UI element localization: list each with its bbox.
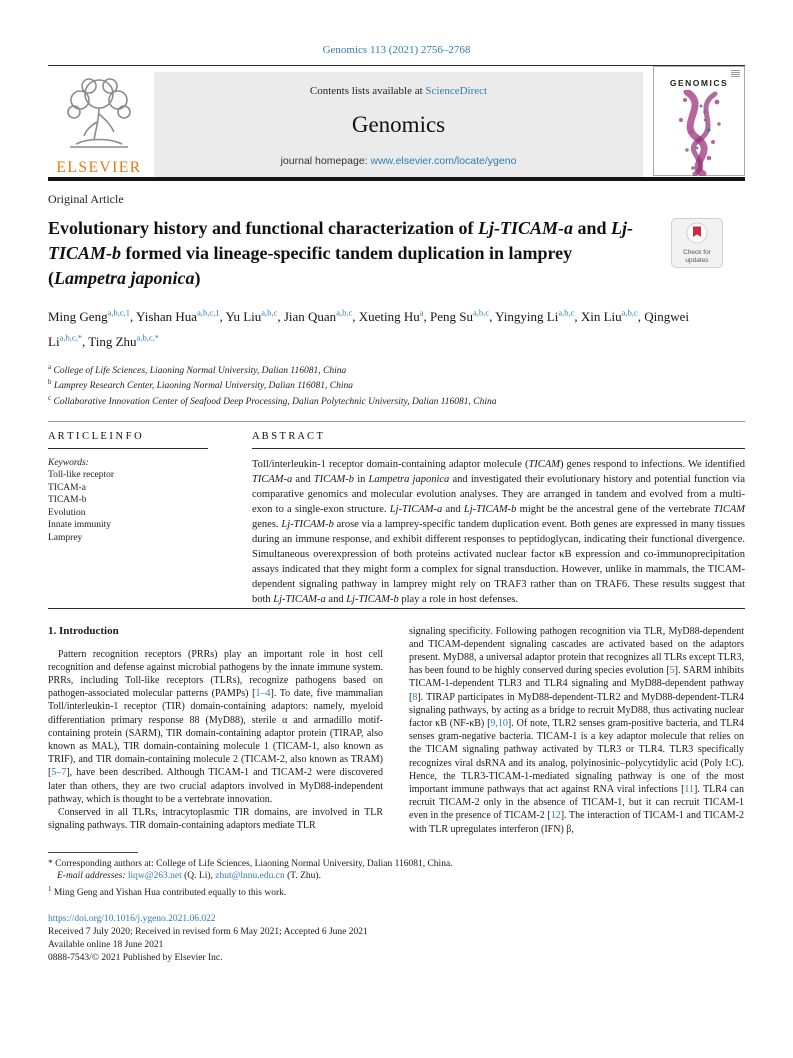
reference-link[interactable]: 8 <box>412 691 418 703</box>
article-body <box>48 625 745 836</box>
text-segment: Lj-TICAM-a <box>273 593 326 605</box>
text-segment: TICAM-a <box>252 473 293 485</box>
keyword: Evolution <box>48 507 86 518</box>
text-segment: ]. The interaction of TICAM-1 and TICAM-2 with TLR upregulates interferon (IFN) β, <box>409 810 744 835</box>
email-link-zhut[interactable]: zhut@lnnu.edu.cn <box>215 871 285 882</box>
footnote-rule <box>48 852 138 853</box>
article-title <box>48 216 653 291</box>
text-segment: genes. <box>252 518 282 530</box>
meta-bottom-rule <box>48 608 745 609</box>
text-segment: Lj-TICAM-b <box>48 218 634 263</box>
footnote-1-marker: 1 <box>48 884 52 893</box>
cover-masthead: GENOMICS <box>669 78 729 88</box>
article-info-heading: A R T I C L E I N F O <box>48 430 142 442</box>
text-segment: ) <box>194 268 201 288</box>
reference-link[interactable]: 5 <box>669 665 675 677</box>
text-segment: ) genes respond to infections. We identified <box>559 458 746 470</box>
section-heading-introduction: 1. Introduction <box>48 624 119 637</box>
text-segment: formed via lineage-specific tandem duplication in lamprey ( <box>48 243 573 288</box>
text-segment: Lampetra japonica <box>368 473 450 485</box>
email-addresses-note: E-mail addresses: liqw@263.net (Q. Li), zhut@lnnu.edu.cn (T. Zhu). <box>57 871 321 882</box>
crossmark-icon <box>686 222 708 244</box>
reference-link[interactable]: 5–7 <box>51 767 67 779</box>
sciencedirect-link[interactable]: ScienceDirect <box>425 85 488 97</box>
author: Yingying Li$^{a,b,c}$, <box>495 308 581 325</box>
affiliation-list <box>48 362 745 409</box>
keywords-label: Keywords: <box>48 457 89 468</box>
check-for-updates-badge[interactable] <box>671 218 723 268</box>
text-segment: arose via a lamprey-specific tandem duplication event. Both genes are expressed in many tissues during an immune response, and exhibit different responses to peptidoglycan, indicating their functional divergence. Simultaneous overexpression of both proteins activated nuclear factor κB expression and co-immunoprecipitation assays indicated that they might form a complex for signal transduction. However, unlike in mammals, the TICAM-dependent signaling pathway in lamprey might rely on TRAF3 rather than on TRAF6. These results suggest that both <box>252 518 745 605</box>
doi-link[interactable]: https://doi.org/10.1016/j.ygeno.2021.06.022 <box>48 913 216 924</box>
keyword: Toll-like receptor <box>48 470 115 481</box>
text-segment: and investigated their evolutionary history and potential function via comparative genomics and molecular evolution analyses. They are arranged in tandem and evolved from a multi-exon to a single-exon structure. <box>252 473 745 515</box>
journal-cover-thumbnail[interactable] <box>653 66 745 176</box>
keyword: Lamprey <box>48 532 83 543</box>
right-column <box>409 625 744 836</box>
text-segment: and <box>325 593 347 605</box>
abstract-column <box>252 431 745 608</box>
footnotes <box>48 852 745 900</box>
text-segment: Lj-TICAM-b <box>346 593 399 605</box>
homepage-label: journal homepage: <box>280 155 371 167</box>
left-column <box>48 625 383 836</box>
elsevier-tree-icon <box>56 74 142 152</box>
journal-banner <box>154 72 643 177</box>
affiliation: $^a$ College of Life Sciences, Liaoning Normal University, Dalian 116081, China <box>48 362 347 376</box>
text-segment: Lj-TICAM-b <box>463 503 517 515</box>
reference-link[interactable]: 12 <box>550 810 561 822</box>
reference-link[interactable]: 1–4 <box>255 688 271 700</box>
text-segment: Lj-TICAM-b <box>281 518 334 530</box>
author: Peng Su$^{a,b,c}$, <box>430 308 496 325</box>
article-type-label: Original Article <box>48 192 124 206</box>
text-segment: Lampetra japonica <box>54 268 195 288</box>
journal-header <box>48 72 745 177</box>
badge-line2: updates <box>685 256 709 264</box>
text-segment: signaling specificity. Following pathogen recognition via TLR, MyD88-dependent and TICAM-dependent signaling cascades are activated based on the adaptors present. MyD88, a universal adaptor protein that recognizes all TLRs except TLR3, has been found to be highly conserved during species evolution [ <box>409 625 744 677</box>
text-segment: TICAM <box>713 503 745 515</box>
intro-paragraph-continued <box>409 625 744 836</box>
author: Ting Zhu$^{a,b,c,*}$ <box>88 332 159 349</box>
affiliation: $^b$ Lamprey Research Center, Liaoning Normal University, Dalian 116081, China <box>48 378 354 392</box>
header-top-rule <box>48 65 745 66</box>
corresponding-author-note: * Corresponding authors at: College of Life Sciences, Liaoning Normal University, Dalian 116081, China. <box>48 858 453 869</box>
author: Xin Liu$^{a,b,c}$, <box>580 308 645 325</box>
article-info-rule <box>48 448 208 449</box>
check-for-updates-label <box>674 249 720 264</box>
intro-paragraph-1 <box>48 648 383 806</box>
reference-link[interactable]: 11 <box>684 784 695 796</box>
contents-text: Contents lists available at <box>309 85 426 97</box>
homepage-link[interactable]: www.elsevier.com/locate/ygeno <box>370 155 517 167</box>
text-segment: and <box>292 473 314 485</box>
asterisk-marker: * <box>48 858 53 869</box>
author: Yishan Hua$^{a,b,c,1}$, <box>136 308 226 325</box>
author-list <box>48 303 708 352</box>
text-segment: Evolutionary history and functional characterization of <box>48 218 478 238</box>
badge-line1: Check for <box>683 249 711 256</box>
title-zone <box>48 192 745 409</box>
text-segment: in <box>354 473 369 485</box>
abstract-heading: A B S T R A C T <box>252 430 323 442</box>
abstract-rule <box>252 448 745 449</box>
homepage-line <box>162 155 635 167</box>
article-info-column <box>48 431 230 608</box>
text-segment: and <box>442 503 464 515</box>
equal-contribution-note: $^1$ Ming Geng and Yishan Hua contributed equally to this work. <box>48 884 287 899</box>
keyword: TICAM-a <box>48 482 86 493</box>
journal-name: Genomics <box>351 112 446 137</box>
elsevier-wordmark: ELSEVIER <box>56 159 142 176</box>
affiliation: $^c$ Collaborative Innovation Center of Seafood Deep Processing, Dalian Polytechnic University, Dalian 116081, China <box>48 393 497 408</box>
author: Xueting Hu$^a$, <box>358 308 431 325</box>
author: Ming Geng$^{a,b,c,1}$, <box>48 308 137 325</box>
text-segment: and <box>573 218 612 238</box>
text-segment: ]. TLR4 can recruit TICAM-2 only in the absence of TICAM-1, but it can recruit TICAM-1 even in the presence of TICAM-2 [ <box>409 784 744 822</box>
text-segment: Lj-TICAM-a <box>389 503 443 515</box>
reference-link[interactable]: 9,10 <box>490 718 508 730</box>
text-segment: Pattern recognition receptors (PRRs) play an important role in host cell recognition and defense against microbial pathogens by the innate immune system. PRRs, including Toll-like receptors (TLRs), recognize pathogens based on pathogen-associated molecular patterns (PAMPs) [ <box>48 648 383 700</box>
journal-citation: Genomics 113 (2021) 2756–2768 <box>322 44 471 56</box>
received-dates: Received 7 July 2020; Received in revised form 6 May 2021; Accepted 6 June 2021 <box>48 926 368 937</box>
cover-publisher-mark-icon <box>731 70 740 77</box>
text-segment: ]. TIRAP participates in MyD88-dependent-TLR2 and MyD88-dependent-TLR4 signaling pathways, by acting as a bridge to recruit MyD88, thus activating nuclear factor κB (NF-κB) [ <box>409 691 744 730</box>
author: Qingwei $Li^{a,b,c,*}$, <box>48 309 689 349</box>
email-label: E-mail addresses: <box>57 871 126 882</box>
intro-paragraph-2: Conserved in all TLRs, intracytoplasmic TIR domains, are involved in TLR signaling pathways. TIR domain-containing adaptors mediate TLR <box>48 807 383 832</box>
text-segment: Lj-TICAM-a <box>478 218 574 238</box>
text-segment: play a role in host defenses. <box>398 593 518 605</box>
email-link-liqw[interactable]: liqw@263.net <box>127 871 182 882</box>
available-online-date: Available online 18 June 2021 <box>48 939 164 950</box>
text-segment: Toll/interleukin-1 receptor domain-containing adaptor molecule ( <box>252 458 529 470</box>
keyword: TICAM-b <box>48 495 87 506</box>
text-segment: might be the ancestral gene of the vertebrate <box>516 503 714 515</box>
text-segment: TICAM <box>528 458 560 470</box>
abstract-text <box>252 457 745 607</box>
text-segment: ]. Of note, TLR2 senses gram-positive bacteria, and TLR4 senses gram-negative bacteria. TICAM-1 is a key adaptor molecule that relies on the TICAM signaling pathway activated by TLR3 or TLR4. TLR3 specifically recognizes viral dsRNA and its analog, polyinosinic–polycytidylic acid (Poly I:C). Hence, the TLR3-TICAM-1-mediated signaling pathway is one of the most important immune pathways that act against RNA viral infections [ <box>409 718 744 796</box>
author: Yu Liu$^{a,b,c}$, <box>225 308 284 325</box>
dna-helix-image <box>657 90 741 176</box>
issn-copyright: 0888-7543/© 2021 Published by Elsevier Inc. <box>48 952 223 963</box>
elsevier-logo[interactable] <box>48 72 150 177</box>
article-footer <box>48 913 745 965</box>
text-segment: TICAM-b <box>313 473 355 485</box>
text-segment: ]. To date, five mammalian Toll/interleukin-1 receptor (TIR) domain-containing adaptors: namely, myeloid differentiation primary response 88 (MyD88), sterile α and armadillo motif-containing protein (SARM), TIR domain-containing adaptor protein (TIRAP, also known as MAL), TIR domain-containing molecule 1 (TICAM-1, also known as TRIF), and TIR domain-containing molecule 2 (TICAM-2, also known as TRAM) [ <box>48 688 384 779</box>
text-segment: ]. SARM inhibits TICAM-1-dependent TLR3 and TLR4 signaling and MyD88-dependent pathway [ <box>409 665 744 703</box>
author: Jian Quan$^{a,b,c}$, <box>283 308 359 325</box>
keyword: Innate immunity <box>48 520 112 531</box>
header-bottom-bar <box>48 177 745 181</box>
text-segment: ], have been described. Although TICAM-1 and TICAM-2 were discovered later than others, they are two crucial adaptors involved in MyD88-independent pathway, which is thought to be a vertebrate innovation. <box>48 767 383 805</box>
article-meta-section <box>48 422 745 608</box>
contents-line <box>162 85 635 97</box>
